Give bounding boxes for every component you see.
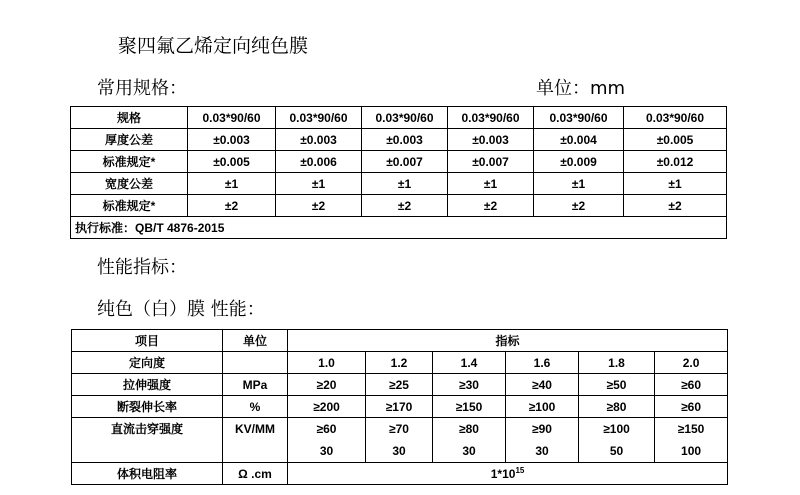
row-unit: % bbox=[223, 396, 288, 418]
row-unit: KV/MM bbox=[223, 418, 288, 463]
spec-footer-row bbox=[71, 217, 727, 239]
table-cell: ±0.006 bbox=[276, 151, 362, 173]
row-label: 拉伸强度 bbox=[72, 374, 223, 396]
table-cell bbox=[579, 418, 655, 463]
table-cell: 1.4 bbox=[433, 352, 506, 374]
header-item: 项目 bbox=[72, 330, 223, 352]
breakdown-thickness: 30 bbox=[462, 444, 476, 458]
table-cell: ≥80 bbox=[579, 396, 655, 418]
unit-label: 单位：mm bbox=[536, 78, 626, 99]
table-cell: ±0.012 bbox=[624, 151, 727, 173]
performance-heading: 性能指标： bbox=[97, 257, 187, 278]
table-row bbox=[71, 151, 727, 173]
table-cell: ±2 bbox=[624, 195, 727, 217]
table-row bbox=[71, 129, 727, 151]
breakdown-thickness: 50 bbox=[609, 444, 624, 458]
spec-heading: 常用规格： bbox=[97, 78, 187, 99]
table-cell: ±1 bbox=[624, 173, 727, 195]
table-cell: ±1 bbox=[188, 173, 276, 195]
header-unit: 单位 bbox=[223, 330, 288, 352]
table-cell: ±0.009 bbox=[534, 151, 624, 173]
table-cell: 1.2 bbox=[366, 352, 433, 374]
table-cell: ≥150 bbox=[433, 396, 506, 418]
spec-table bbox=[70, 106, 727, 239]
breakdown-value: ≥60 bbox=[316, 422, 337, 436]
document-title: 聚四氟乙烯定向纯色膜 bbox=[118, 35, 309, 57]
table-cell: ≥20 bbox=[288, 374, 366, 396]
table-cell: ±0.003 bbox=[188, 129, 276, 151]
table-cell: 1.6 bbox=[506, 352, 579, 374]
breakdown-value: ≥100 bbox=[603, 422, 630, 436]
table-cell: ≥200 bbox=[288, 396, 366, 418]
table-cell bbox=[655, 418, 728, 463]
table-cell bbox=[433, 418, 506, 463]
execution-standard: 执行标准：QB/T 4876-2015 bbox=[71, 217, 727, 239]
table-row bbox=[72, 374, 728, 396]
resistivity-exponent: 15 bbox=[515, 465, 525, 475]
table-cell: ±0.007 bbox=[362, 151, 448, 173]
table-cell: ±2 bbox=[534, 195, 624, 217]
table-row bbox=[72, 418, 728, 463]
table-row bbox=[72, 396, 728, 418]
table-cell: ±0.003 bbox=[448, 129, 534, 151]
spec-header-cell: 0.03*90/60 bbox=[624, 107, 727, 129]
performance-sub-heading: 纯色（白）膜 性能： bbox=[97, 299, 265, 320]
spec-header-cell: 规格 bbox=[71, 107, 188, 129]
breakdown-value: ≥90 bbox=[532, 422, 552, 436]
header-index: 指标 bbox=[288, 330, 728, 352]
spec-header-row bbox=[71, 107, 727, 129]
table-cell: 1.0 bbox=[288, 352, 366, 374]
breakdown-thickness: 100 bbox=[681, 444, 702, 458]
table-cell: ±1 bbox=[534, 173, 624, 195]
table-cell: ≥170 bbox=[366, 396, 433, 418]
row-label: 标准规定* bbox=[71, 151, 188, 173]
table-cell: ±1 bbox=[362, 173, 448, 195]
breakdown-thickness: 30 bbox=[319, 444, 334, 458]
table-cell bbox=[288, 418, 366, 463]
table-cell: ≥60 bbox=[655, 374, 728, 396]
breakdown-value: ≥150 bbox=[677, 422, 705, 436]
table-cell: 1.8 bbox=[579, 352, 655, 374]
table-cell: ±0.004 bbox=[534, 129, 624, 151]
table-cell: ±2 bbox=[362, 195, 448, 217]
table-cell: ±0.007 bbox=[448, 151, 534, 173]
table-cell: ±0.003 bbox=[362, 129, 448, 151]
spec-header-cell: 0.03*90/60 bbox=[276, 107, 362, 129]
table-row bbox=[72, 463, 728, 485]
breakdown-value: ≥80 bbox=[459, 422, 479, 436]
row-label: 直流击穿强度 bbox=[72, 418, 223, 463]
resistivity-base: 1*10 bbox=[490, 466, 516, 481]
table-cell: ≥50 bbox=[579, 374, 655, 396]
table-cell: ±2 bbox=[188, 195, 276, 217]
table-cell: ±2 bbox=[448, 195, 534, 217]
breakdown-value: ≥70 bbox=[389, 422, 409, 436]
table-cell: ≥60 bbox=[655, 396, 728, 418]
perf-header-row bbox=[72, 330, 728, 352]
table-cell: ±2 bbox=[276, 195, 362, 217]
table-cell: ±1 bbox=[448, 173, 534, 195]
row-unit: MPa bbox=[223, 374, 288, 396]
table-cell: 2.0 bbox=[655, 352, 728, 374]
breakdown-thickness: 30 bbox=[535, 444, 549, 458]
spec-header-cell: 0.03*90/60 bbox=[188, 107, 276, 129]
breakdown-thickness: 30 bbox=[392, 444, 406, 458]
table-cell: ±0.005 bbox=[624, 129, 727, 151]
row-unit bbox=[223, 352, 288, 374]
row-label: 厚度公差 bbox=[71, 129, 188, 151]
row-label: 体积电阻率 bbox=[72, 463, 223, 485]
table-cell: ±0.005 bbox=[188, 151, 276, 173]
row-unit: Ω .cm bbox=[223, 463, 288, 485]
row-label: 标准规定* bbox=[71, 195, 188, 217]
table-cell: ≥100 bbox=[506, 396, 579, 418]
table-row bbox=[72, 352, 728, 374]
spec-header-cell: 0.03*90/60 bbox=[448, 107, 534, 129]
table-cell: ±1 bbox=[276, 173, 362, 195]
table-cell bbox=[506, 418, 579, 463]
performance-table bbox=[71, 329, 728, 485]
spec-header-cell: 0.03*90/60 bbox=[362, 107, 448, 129]
row-label: 宽度公差 bbox=[71, 173, 188, 195]
table-cell: ≥40 bbox=[506, 374, 579, 396]
row-label: 断裂伸长率 bbox=[72, 396, 223, 418]
table-cell: ≥30 bbox=[433, 374, 506, 396]
table-cell: ±0.003 bbox=[276, 129, 362, 151]
table-row bbox=[71, 195, 727, 217]
table-cell bbox=[366, 418, 433, 463]
table-row bbox=[71, 173, 727, 195]
row-label: 定向度 bbox=[72, 352, 223, 374]
spec-header-cell: 0.03*90/60 bbox=[534, 107, 624, 129]
resistivity-value bbox=[288, 463, 728, 485]
table-cell: ≥25 bbox=[366, 374, 433, 396]
